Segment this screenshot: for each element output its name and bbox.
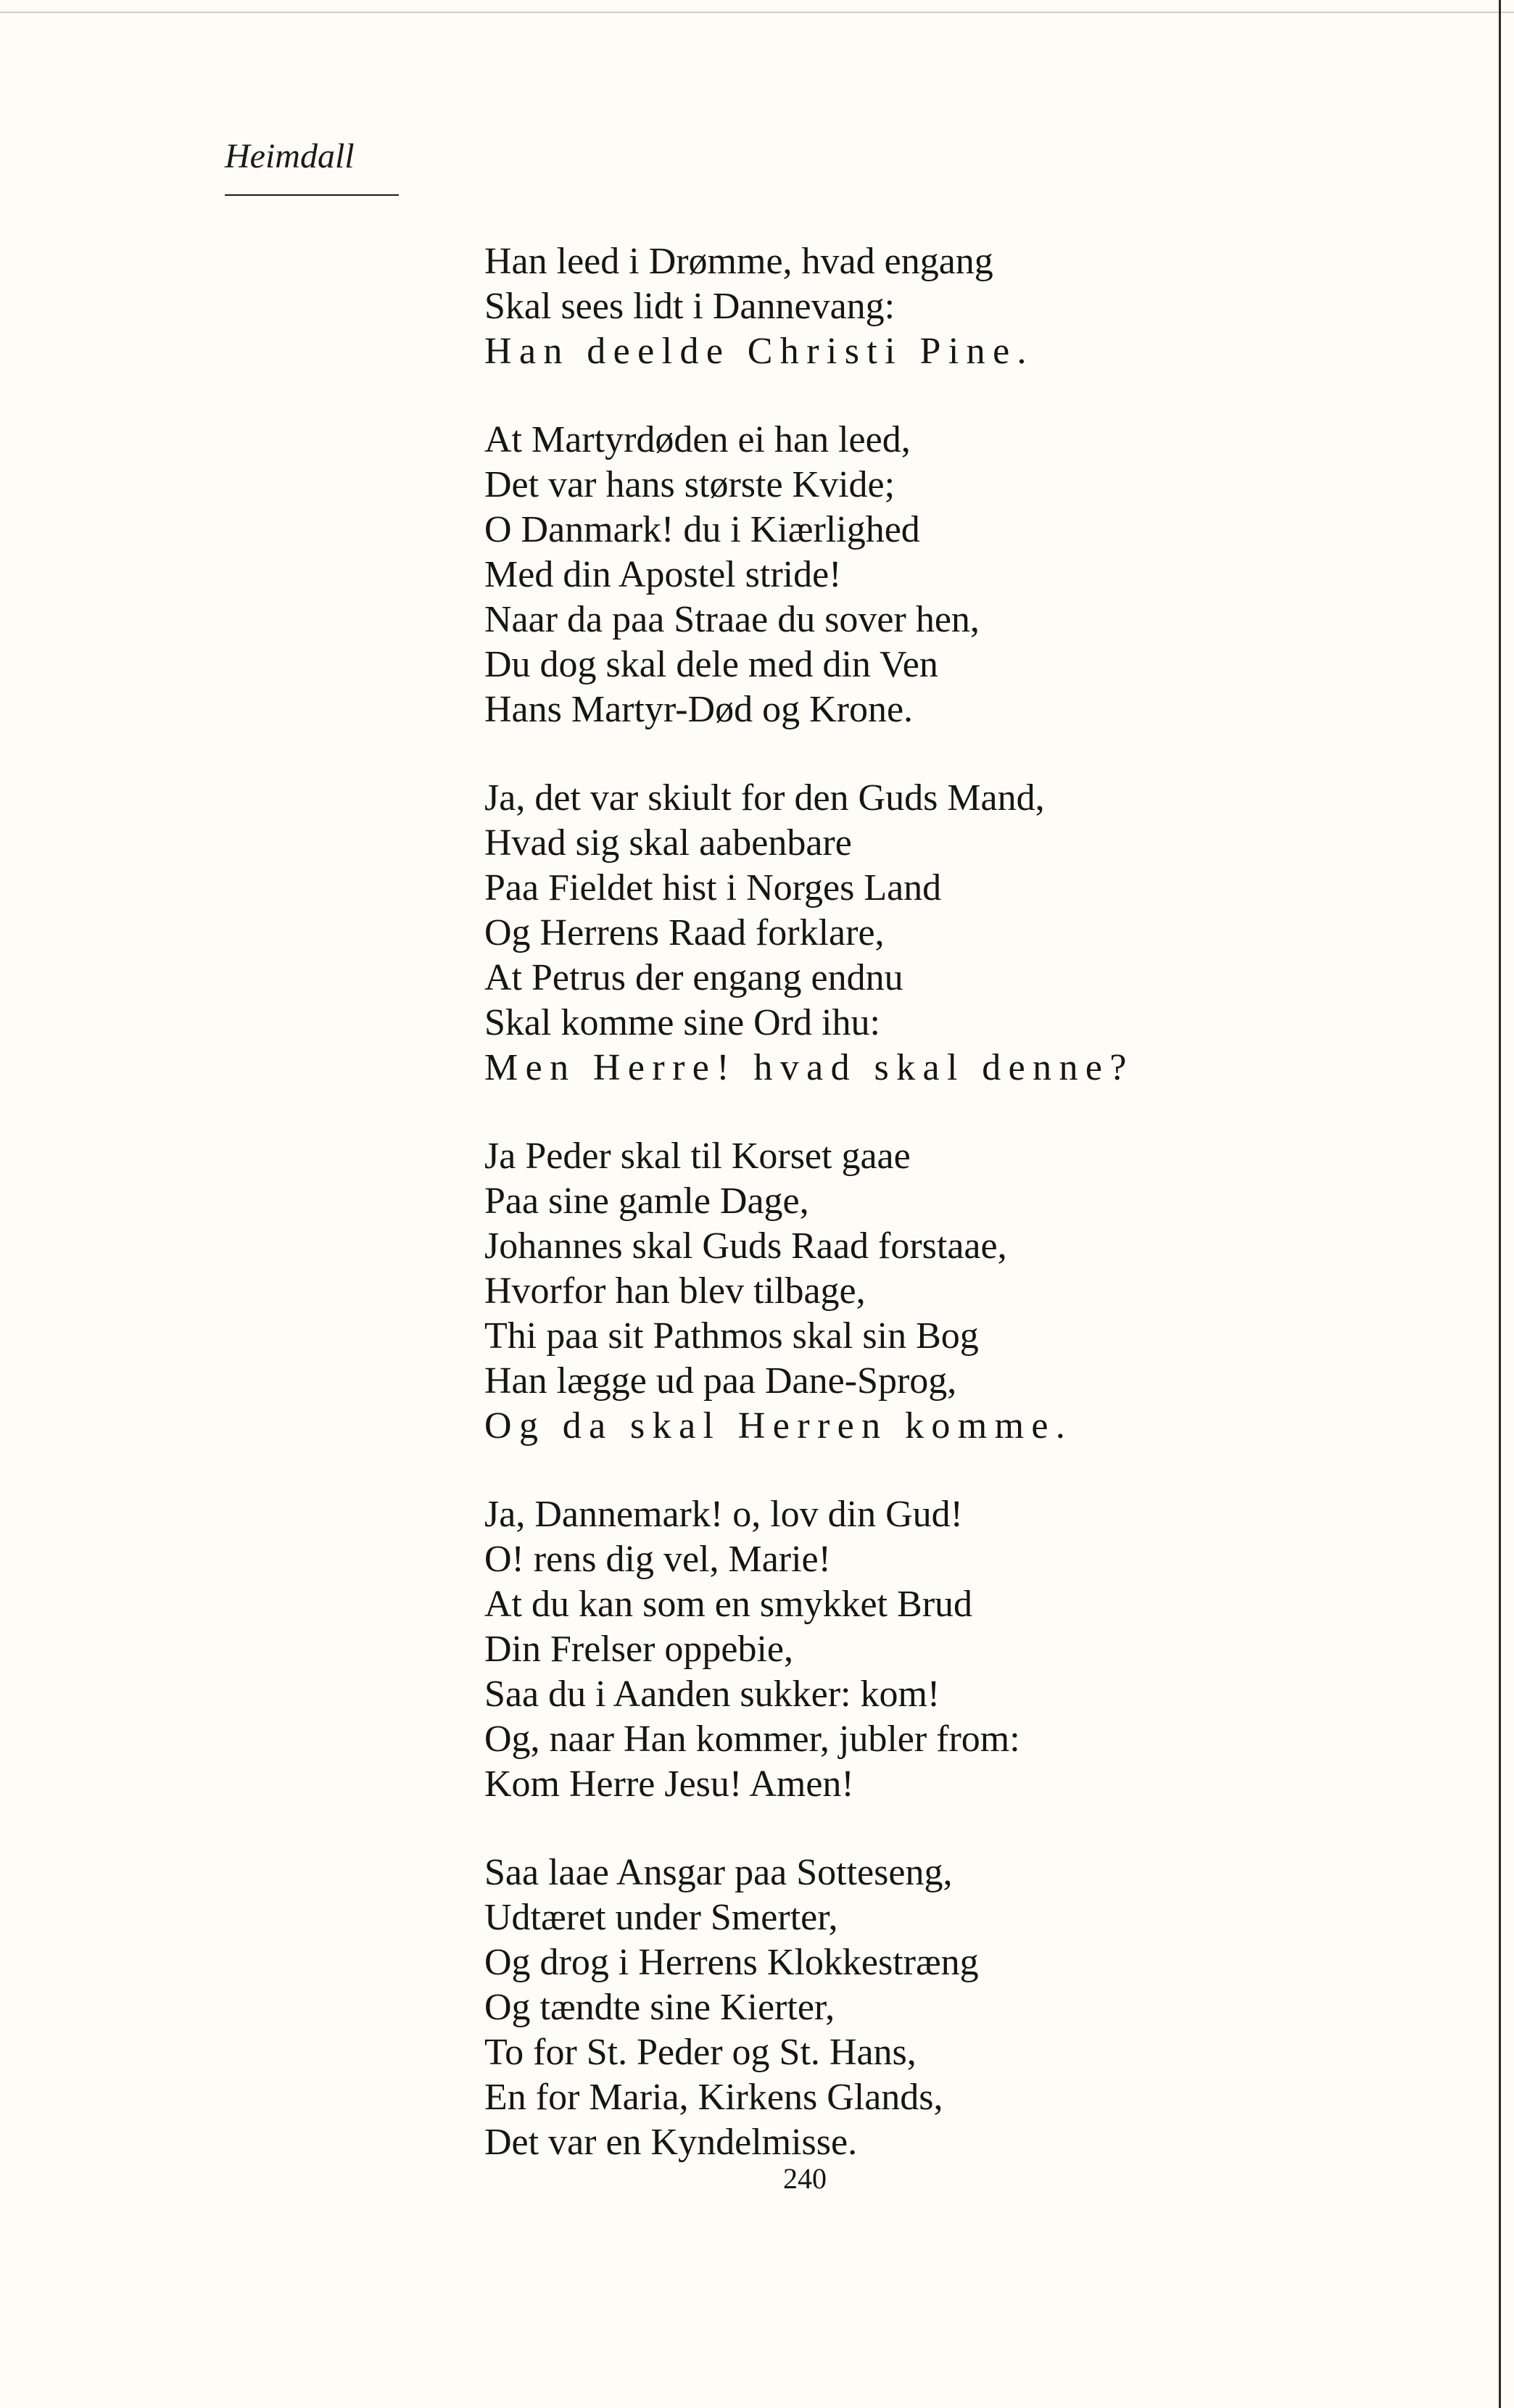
verse-line: Paa Fieldet hist i Norges Land xyxy=(484,867,942,909)
page-right-edge xyxy=(1499,0,1501,2408)
verse-line: Det var en Kyndelmisse. xyxy=(484,2122,858,2163)
verse-line: Han deelde Christi Pine. xyxy=(484,331,1034,372)
verse-line: Thi paa sit Pathmos skal sin Bog xyxy=(484,1315,979,1357)
verse-line: Saa du i Aanden sukker: kom! xyxy=(484,1673,940,1715)
verse-line: Hvorfor han blev tilbage, xyxy=(484,1270,866,1312)
poem-body xyxy=(484,239,1427,2209)
verse-line: To for St. Peder og St. Hans, xyxy=(484,2032,917,2073)
verse-line: At Martyrdøden ei han leed, xyxy=(484,419,911,460)
verse-line: At Petrus der engang endnu xyxy=(484,957,903,998)
verse-line: At du kan som en smykket Brud xyxy=(484,1584,973,1625)
verse-line: Skal komme sine Ord ihu: xyxy=(484,1002,880,1043)
verse-line: Hvad sig skal aabenbare xyxy=(484,822,852,864)
verse-line: Johannes skal Guds Raad forstaae, xyxy=(484,1225,1007,1267)
verse-line: O! rens dig vel, Marie! xyxy=(484,1539,831,1580)
verse-line: Udtæret under Smerter, xyxy=(484,1897,838,1938)
verse-line: En for Maria, Kirkens Glands, xyxy=(484,2077,943,2118)
verse-line: Ja, Dannemark! o, lov din Gud! xyxy=(484,1494,963,1535)
verse-line: Saa laae Ansgar paa Sotteseng, xyxy=(484,1852,953,1893)
verse-line: Kom Herre Jesu! Amen! xyxy=(484,1763,854,1805)
verse-line: Og tændte sine Kierter, xyxy=(484,1987,835,2028)
stanza xyxy=(484,239,1427,374)
running-head-rule xyxy=(225,194,399,196)
verse-line: Med din Apostel stride! xyxy=(484,554,842,595)
stanza xyxy=(484,1492,1427,1807)
verse-line: Skal sees lidt i Dannevang: xyxy=(484,286,895,327)
verse-line: Han lægge ud paa Dane-Sprog, xyxy=(484,1360,957,1402)
stanza xyxy=(484,776,1427,1091)
stanza xyxy=(484,1850,1427,2165)
verse-line: Men Herre! hvad skal denne? xyxy=(484,1047,1134,1088)
verse-line: O Danmark! du i Kiærlighed xyxy=(484,509,920,550)
verse-line: Og da skal Herren komme. xyxy=(484,1405,1073,1447)
page-top-edge xyxy=(0,12,1514,13)
verse-line: Og Herrens Raad forklare, xyxy=(484,912,885,953)
verse-line: Naar da paa Straae du sover hen, xyxy=(484,599,980,640)
verse-line: Og drog i Herrens Klokkestræng xyxy=(484,1942,979,1983)
stanza xyxy=(484,418,1427,732)
verse-line: Ja Peder skal til Korset gaae xyxy=(484,1135,911,1177)
verse-line: Ja, det var skiult for den Guds Mand, xyxy=(484,777,1045,819)
running-head: Heimdall xyxy=(225,137,355,175)
verse-line: Din Frelser oppebie, xyxy=(484,1629,794,1670)
verse-line: Det var hans største Kvide; xyxy=(484,464,895,505)
verse-line: Paa sine gamle Dage, xyxy=(484,1180,809,1222)
verse-line: Han leed i Drømme, hvad engang xyxy=(484,241,993,282)
verse-line: Og, naar Han kommer, jubler from: xyxy=(484,1718,1020,1760)
verse-line: Du dog skal dele med din Ven xyxy=(484,644,938,685)
stanza xyxy=(484,1134,1427,1449)
page-number: 240 xyxy=(783,2162,827,2195)
verse-line: Hans Martyr-Død og Krone. xyxy=(484,689,914,730)
